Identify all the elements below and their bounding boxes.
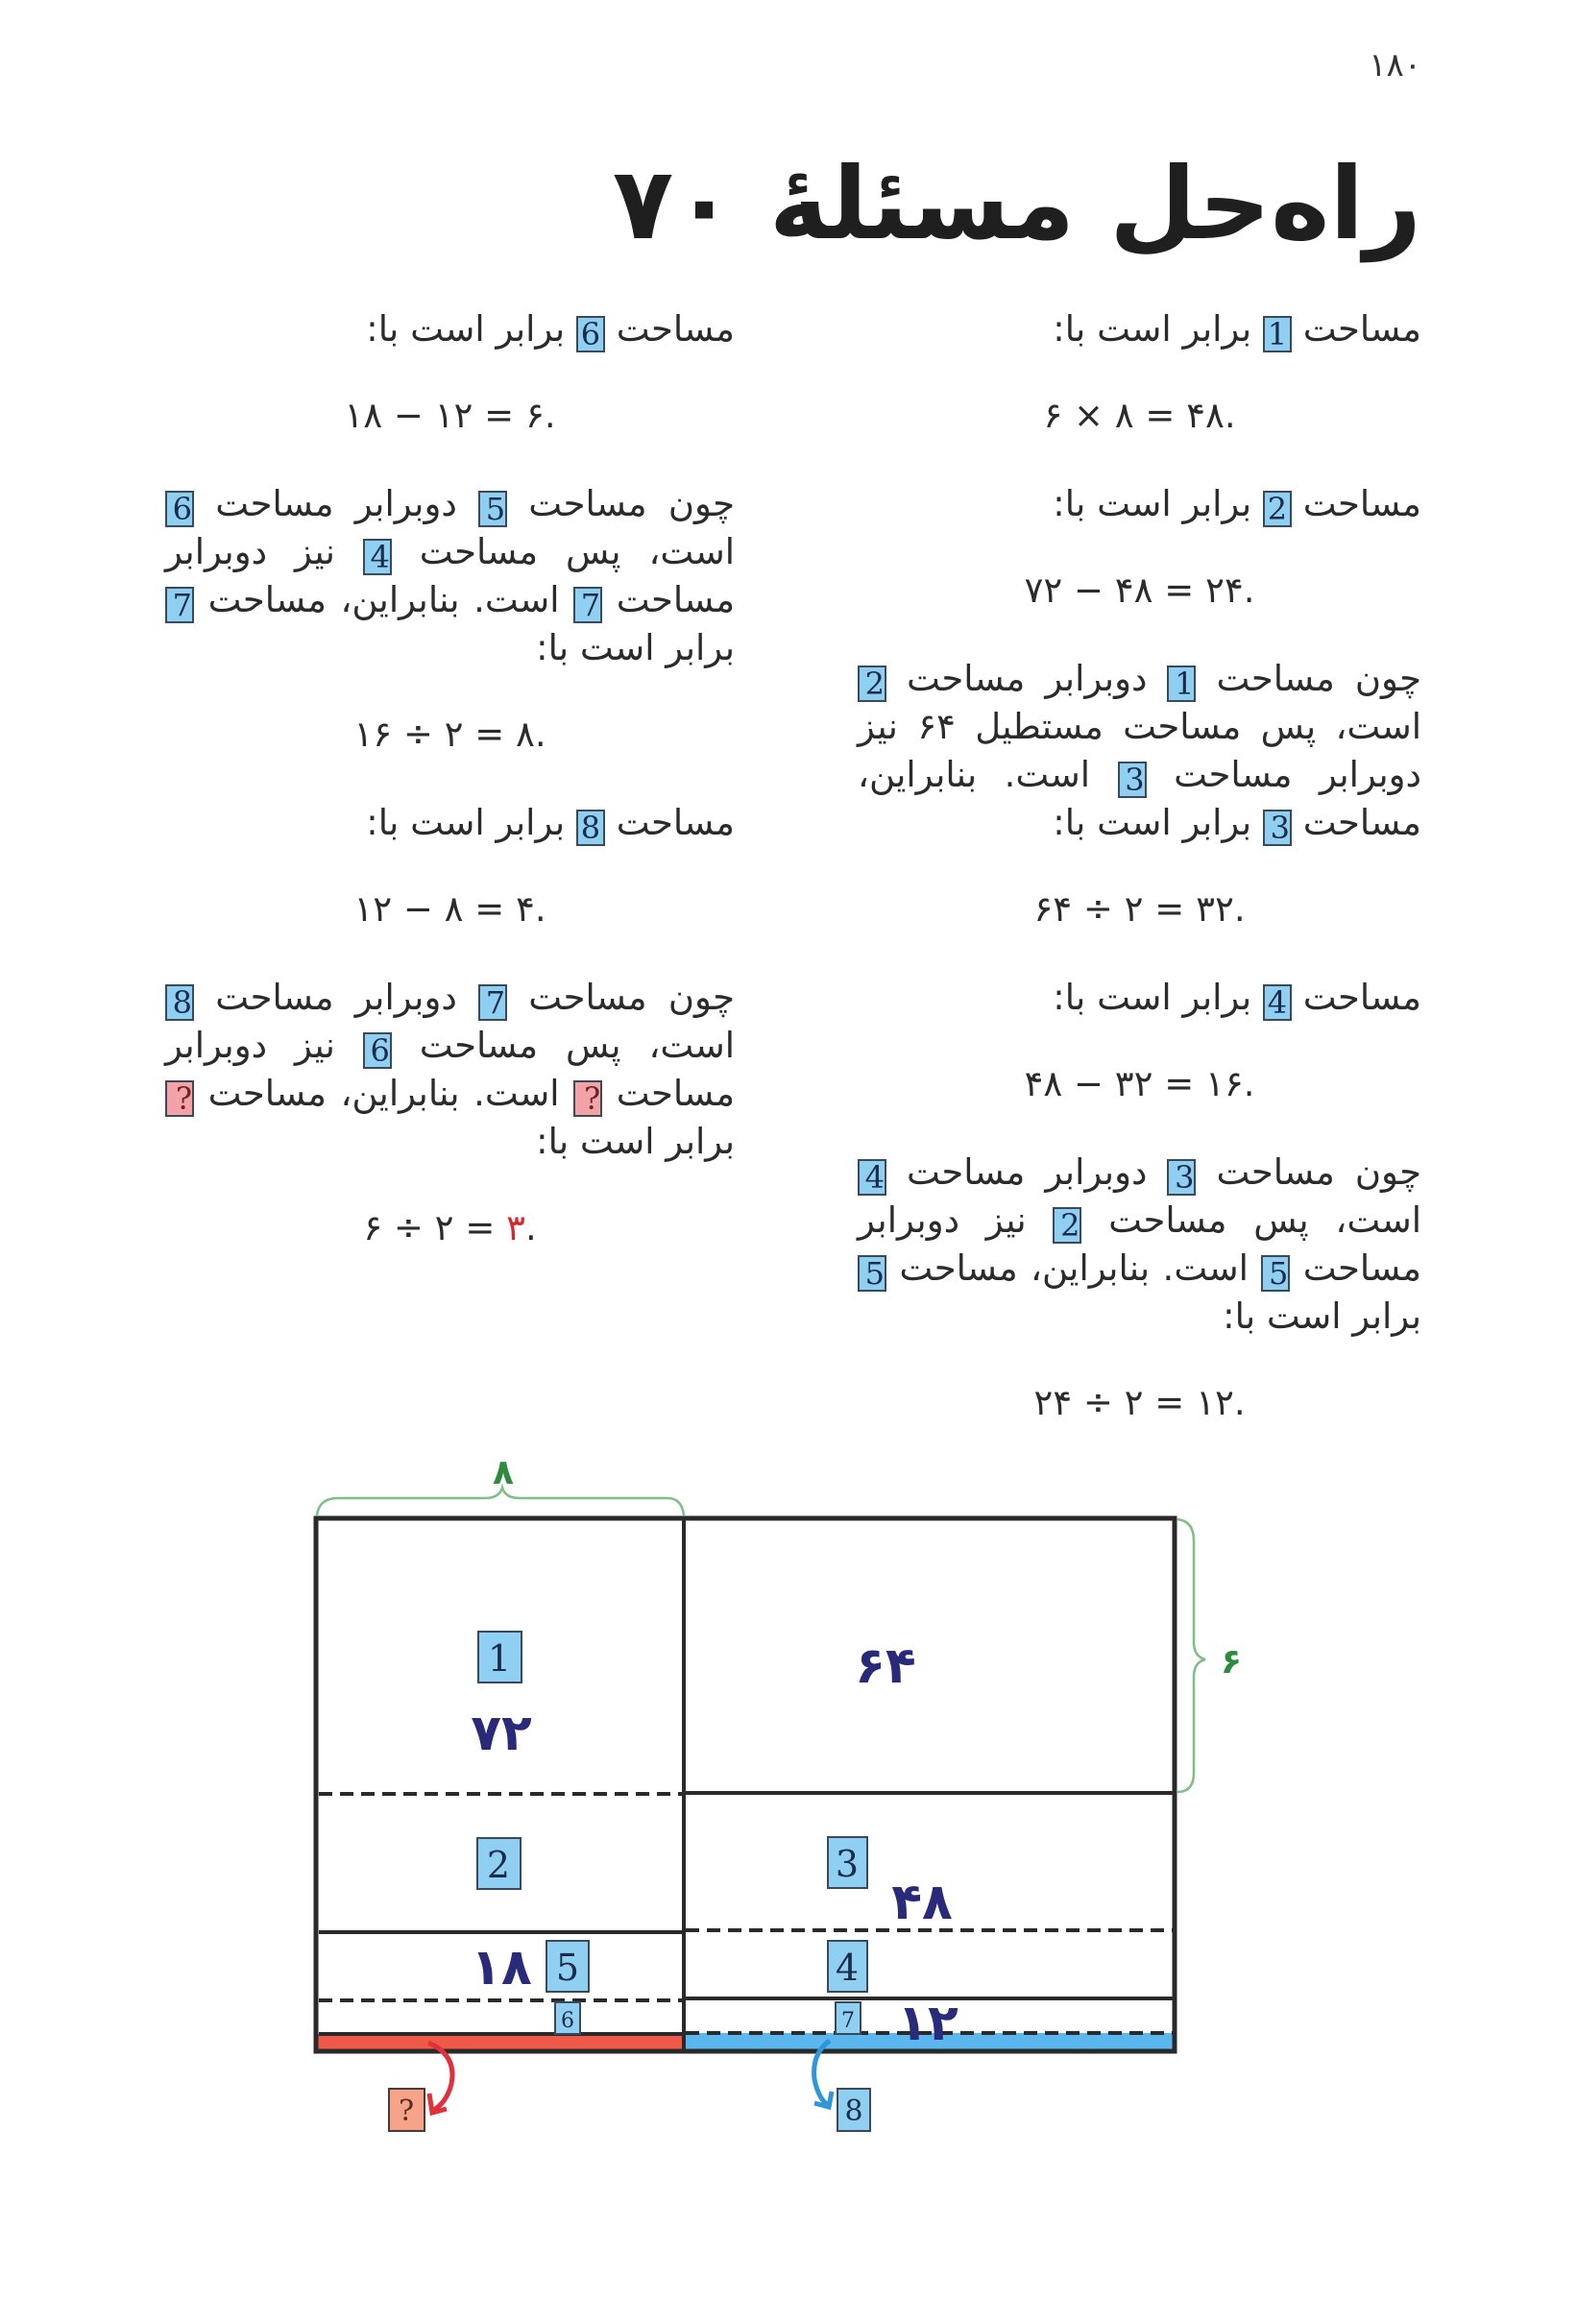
region-label-box: 6 <box>165 491 194 527</box>
text: برابر است با: <box>1223 1295 1421 1337</box>
text: است. بنابراین، مساحت <box>899 1247 1249 1289</box>
area-72: ۷۲ <box>471 1705 532 1762</box>
region-label-box: 7 <box>573 587 602 623</box>
red-strip <box>316 2034 684 2051</box>
svg-text:4: 4 <box>835 1947 860 1989</box>
text: برابر است با: <box>1053 308 1252 350</box>
region-label-box: 5 <box>858 1255 886 1292</box>
region-label-box: 2 <box>1053 1207 1081 1244</box>
label-6 <box>555 2002 580 2034</box>
text: نیز دوبرابر مساحت <box>165 531 736 620</box>
label-8 <box>837 2089 870 2131</box>
text: برابر است با: <box>1053 802 1252 843</box>
region-label-box: 8 <box>165 984 194 1021</box>
svg-text:?: ? <box>398 2094 415 2128</box>
text: برابر است با: <box>1053 483 1252 524</box>
text: است. بنابراین، مساحت <box>207 579 560 620</box>
question-label-box: ? <box>165 1080 194 1117</box>
label-question <box>389 2089 425 2131</box>
text: است، پس مساحت <box>419 1025 735 1066</box>
answer-value: ۳ <box>506 1207 525 1248</box>
svg-text:2: 2 <box>486 1844 511 1886</box>
equation: ۱۲ − ۸ = ۴. <box>353 888 546 930</box>
region-label-box: 4 <box>363 539 392 575</box>
text: دوبرابر مساحت <box>215 977 457 1018</box>
label-7 <box>836 2002 861 2034</box>
label-5 <box>546 1941 589 1992</box>
text: برابر است با: <box>366 308 566 350</box>
text: برابر است با: <box>1053 977 1252 1018</box>
svg-text:1: 1 <box>487 1637 512 1680</box>
equation-lhs: ۶ ÷ ۲ = <box>363 1207 507 1248</box>
page-title: راه‌حل مسئلهٔ ۷۰ <box>612 145 1421 262</box>
text: چون مساحت <box>528 977 735 1018</box>
equation: ۱۸ − ۱۲ = ۶. <box>344 395 556 436</box>
region-label-box: 7 <box>165 587 194 623</box>
text: است، پس مساحت <box>419 531 735 572</box>
svg-text:6: 6 <box>561 2009 574 2033</box>
region-label-box: 5 <box>1261 1255 1290 1292</box>
text: دوبرابر مساحت <box>907 1151 1148 1193</box>
region-label-box: 3 <box>1118 762 1147 798</box>
text: مساحت <box>616 308 735 350</box>
region-label-box: 4 <box>1263 984 1292 1021</box>
label-1 <box>478 1632 522 1682</box>
text: مساحت <box>1302 308 1421 350</box>
equation: ۴۸ − ۳۲ = ۱۶. <box>1024 1063 1255 1104</box>
svg-text:3: 3 <box>835 1843 860 1885</box>
text: چون مساحت <box>528 483 735 524</box>
region-label-box: 6 <box>576 316 605 352</box>
region-label-box: 8 <box>576 810 605 846</box>
outer-rectangle <box>316 1518 1175 2051</box>
svg-text:5: 5 <box>555 1947 580 1989</box>
area-18: ۱۸ <box>471 1939 532 1997</box>
label-4 <box>828 1941 867 1992</box>
right-dimension: ۶ <box>1221 1642 1242 1682</box>
top-dimension: ۸ <box>493 1453 514 1492</box>
equation: ۶۴ ÷ ۲ = ۳۲. <box>1033 888 1246 930</box>
text: دوبرابر مساحت <box>215 483 457 524</box>
svg-text:8: 8 <box>844 2094 863 2128</box>
equation: ۱۶ ÷ ۲ = ۸. <box>353 714 546 755</box>
text: چون مساحت <box>1216 658 1421 699</box>
page-number: ١٨٠ <box>1369 46 1421 85</box>
equation: ۷۲ − ۴۸ = ۲۴. <box>1024 569 1255 611</box>
equation: ۲۴ ÷ ۲ = ۱۲. <box>1033 1382 1246 1423</box>
text: چون مساحت <box>1216 1151 1421 1193</box>
text: مساحت <box>616 802 735 843</box>
region-label-box: 3 <box>1167 1159 1196 1196</box>
region-label-box: 3 <box>1263 810 1292 846</box>
text: است، پس مساحت <box>1108 1199 1421 1241</box>
label-3 <box>828 1837 867 1888</box>
right-brace-icon <box>1177 1519 1205 1792</box>
region-label-box: 1 <box>1167 666 1196 702</box>
text: است. بنابراین، مساحت <box>207 1073 560 1114</box>
text: است. بنابراین، مساحت <box>858 754 1421 843</box>
label-2 <box>477 1838 521 1889</box>
equation-dot: . <box>524 1207 537 1248</box>
svg-text:7: 7 <box>841 2009 855 2033</box>
region-label-box: 2 <box>858 666 886 702</box>
text: مساحت <box>1302 483 1421 524</box>
area-48: ۴۸ <box>891 1874 953 1931</box>
region-label-box: 6 <box>363 1032 392 1069</box>
area-12: ۱۲ <box>897 1995 958 2052</box>
text: برابر است با: <box>536 627 735 668</box>
region-label-box: 5 <box>478 491 507 527</box>
text: است، پس مساحت مستطیل ۶۴ نیز دوبرابر مساحت <box>858 706 1422 795</box>
text: نیز دوبرابر مساحت <box>858 1199 1421 1289</box>
equation: ۶ × ۸ = ۴۸. <box>1043 395 1236 436</box>
text: برابر است با: <box>536 1121 735 1162</box>
region-label-box: 1 <box>1263 316 1292 352</box>
region-label-box: 4 <box>858 1159 886 1196</box>
text: برابر است با: <box>366 802 566 843</box>
text: دوبرابر مساحت <box>907 658 1148 699</box>
text: نیز دوبرابر مساحت <box>165 1025 736 1114</box>
region-label-box: 2 <box>1263 491 1292 527</box>
question-label-box: ? <box>573 1080 602 1117</box>
text: مساحت <box>1302 977 1421 1018</box>
area-64: ۶۴ <box>855 1637 916 1695</box>
region-label-box: 7 <box>478 984 507 1021</box>
